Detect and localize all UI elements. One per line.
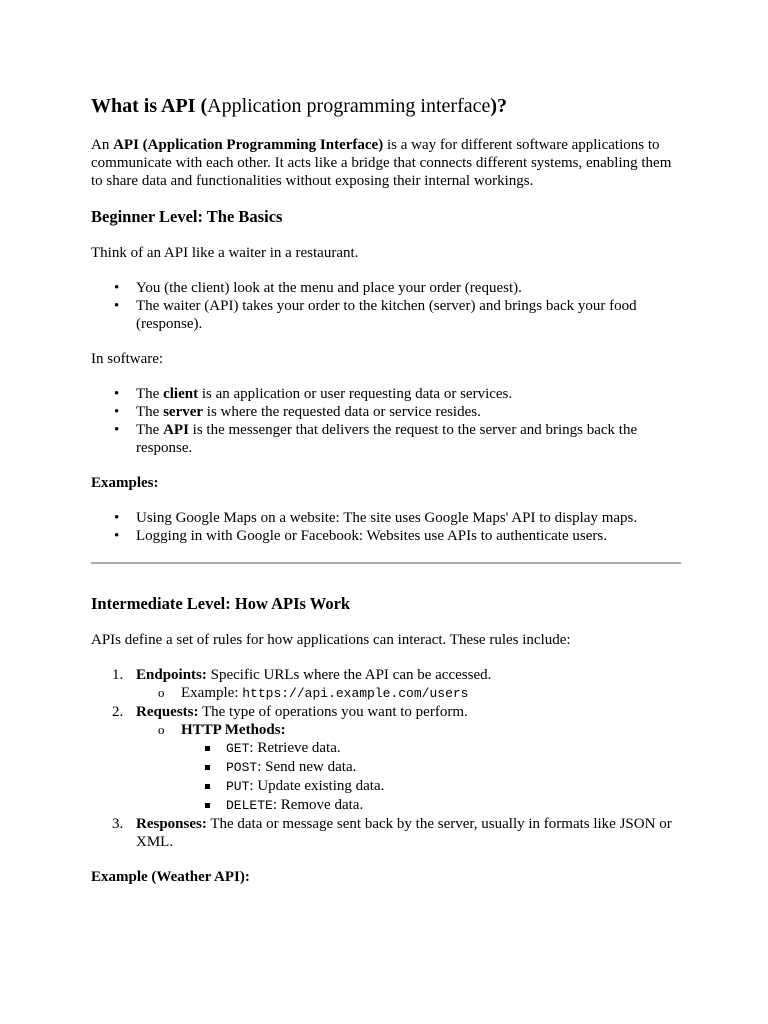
http-method: PUT [226,779,250,794]
title-end: )? [490,95,508,117]
http-method: DELETE [226,798,273,813]
http-method: POST [226,760,258,775]
endpoint-url: https://api.example.com/users [242,686,469,701]
list-item: • You (the client) look at the menu and place your order (request). [136,279,681,297]
title-bold: What is API ( [91,95,208,117]
document-page [91,94,681,903]
intro-paragraph [91,136,681,190]
item-number: 1. [112,667,124,683]
software-list [91,385,681,457]
sub-list [136,684,681,703]
intro-post: is a way for different software applications to communicate with each other. It acts like a bridge that connects different systems, enabling them to share data and functionalities without exposing their internal workings. [91,137,672,189]
item-text: The data or message sent back by the server, usually in formats like JSON or XML. [136,816,672,850]
list-item [136,385,681,403]
method-desc: : Retrieve data. [249,740,341,756]
item-number: 3. [112,816,124,832]
item-pre: The [136,386,164,402]
item-number: 2. [112,704,124,720]
http-method: GET [226,741,250,756]
beginner-heading: Beginner Level: The Basics [91,207,283,226]
page-title [91,94,681,118]
sub-heading: HTTP Methods: [181,722,286,738]
item-pre: The [136,422,164,438]
list-item [91,703,681,815]
examples-label: Examples: [91,475,159,491]
list-item [91,666,681,703]
title-expansion: Application programming interface [207,95,491,117]
item-post: is the messenger that delivers the request to the server and brings back the response. [136,422,638,456]
sub-list [136,721,681,815]
intro-pre: An [91,137,114,153]
intermediate-heading: Intermediate Level: How APIs Work [91,594,351,613]
item-term: Requests: [136,704,199,720]
item-post: is where the requested data or service resides. [203,404,481,420]
item-post: is an application or user requesting data or services. [198,386,513,402]
list-item [136,721,681,815]
list-item: • Using Google Maps on a website: The site uses Google Maps' API to display maps. [136,509,681,527]
list-item [181,796,681,815]
list-item [136,403,681,421]
rules-list [91,666,681,851]
examples-list [91,509,681,545]
list-item [181,758,681,777]
item-term: client [163,386,199,402]
sub-pre: Example: [181,685,243,701]
item-text: The type of operations you want to perform. [198,704,468,720]
list-item [91,815,681,851]
section-divider [91,562,681,564]
software-label: In software: [91,351,164,367]
item-term: server [163,404,204,420]
intermediate-lead: APIs define a set of rules for how applications can interact. These rules include: [91,632,571,648]
method-desc: : Update existing data. [249,778,385,794]
list-item [181,739,681,758]
item-term: Endpoints: [136,667,207,683]
analogy-list [91,279,681,333]
item-text: Specific URLs where the API can be accessed. [206,667,492,683]
item-term: Responses: [136,816,207,832]
method-desc: : Remove data. [272,797,364,813]
methods-list [181,739,681,815]
list-item: • The waiter (API) takes your order to the kitchen (server) and brings back your food (response). [136,297,681,333]
method-desc: : Send new data. [257,759,357,775]
list-item [181,777,681,796]
list-item [136,684,681,703]
beginner-lead: Think of an API like a waiter in a restaurant. [91,245,359,261]
item-pre: The [136,404,164,420]
item-term: API [163,422,189,438]
intro-bold: API (Application Programming Interface) [113,137,384,153]
list-item: • Logging in with Google or Facebook: Websites use APIs to authenticate users. [136,527,681,545]
list-item [136,421,681,457]
weather-example-label: Example (Weather API): [91,869,250,885]
